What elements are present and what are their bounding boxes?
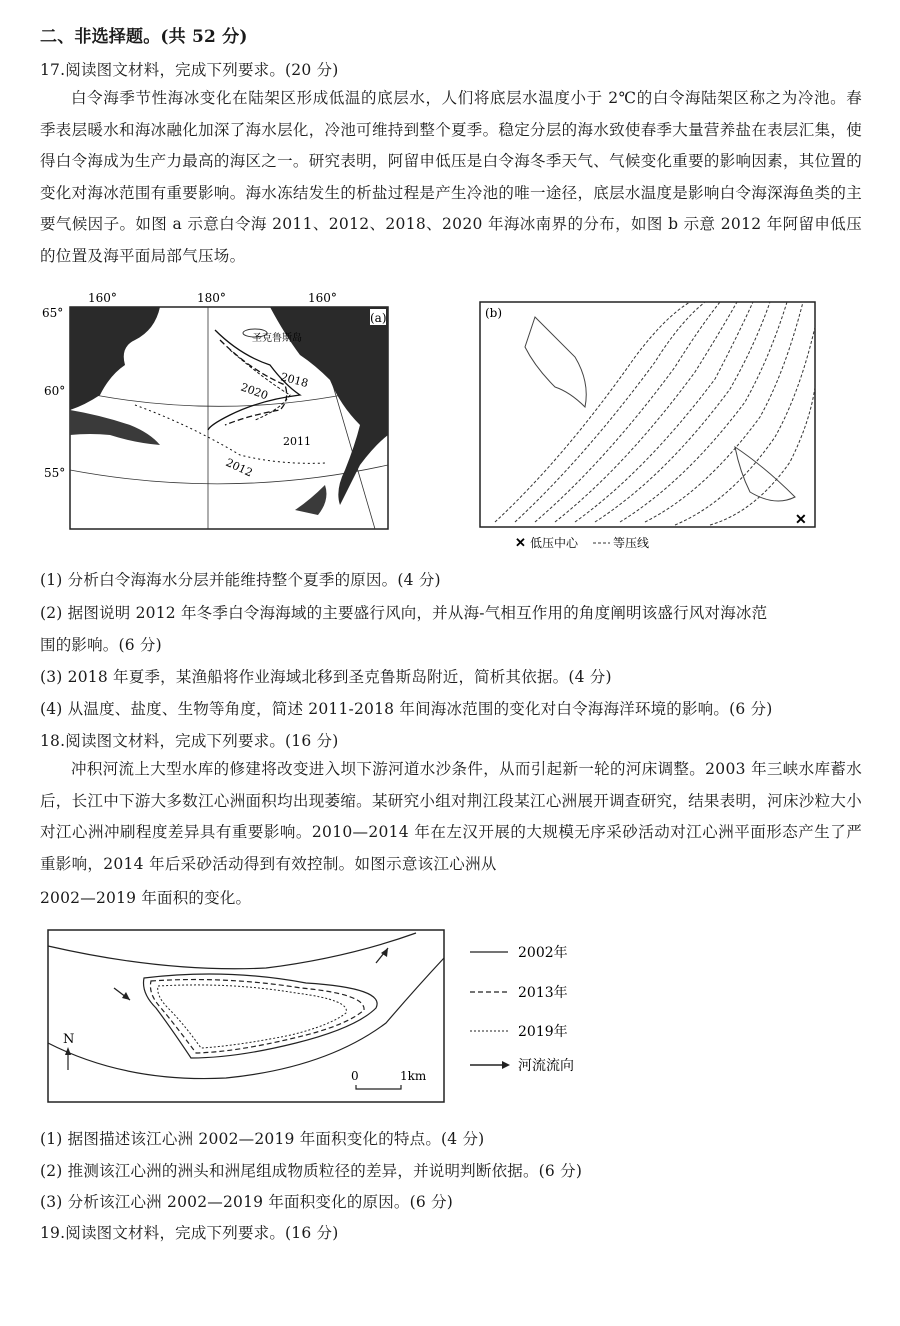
map-b-label: (b) — [485, 306, 503, 320]
map-a-lat-3: 55° — [44, 466, 66, 480]
map-a-year-2011: 2011 — [283, 435, 311, 448]
q18-paragraph: 冲积河流上大型水库的修建将改变进入坝下游河道水沙条件，从而引起新一轮的河床调整。2003 年三峡水库蓄水后，长江中下游大多数江心洲面积均出现萎缩。某研究小组对荆江段某江心洲展开调查研究，结果表明，河床沙粒大小对江心洲冲刷程度差异具有重要影响。2010—2014 年在左汉开展的大规模无序采砂活动对江心洲平面形态产生了严重影响，2014 年后采砂活动得到有效控制。如图示意该江心洲从 — [40, 760, 862, 873]
map-b — [475, 297, 825, 552]
map-a — [40, 285, 400, 535]
q18-sub-1: (1) 据图描述该江心洲 2002—2019 年面积变化的特点。(4 分) — [40, 1130, 485, 1148]
q18-paragraph-end: 2002—2019 年面积的变化。 — [40, 889, 252, 907]
q17-sub-4: (4) 从温度、盐度、生物等角度，简述 2011-2018 年间海冰范围的变化对白令海海洋环境的影响。(6 分) — [40, 700, 773, 718]
q18-sub-2: (2) 推测该江心洲的洲头和洲尾组成物质粒径的差异，并说明判断依据。(6 分) — [40, 1162, 583, 1180]
map-a-island-label: 圣克鲁斯岛 — [252, 333, 302, 344]
q18-sub-3: (3) 分析该江心洲 2002—2019 年面积变化的原因。(6 分) — [40, 1193, 454, 1211]
q17-paragraph: 白令海季节性海冰变化在陆架区形成低温的底层水，人们将底层水温度小于 2℃的白令海陆架区称之为冷池。春季表层暖水和海冰融化加深了海水层化，冷池可维持到整个夏季。稳定分层的海水致使春季大量营养盐在表层汇集，使得白令海成为生产力最高的海区之一。研究表明，阿留申低压是白令海冬季天气、气候变化重要的影响因素，其位置的变化对海冰范围有重要影响。海水冻结发生的析盐过程是产生冷池的唯一途径，底层水温度是影响白令海深海鱼类的主要气候因子。如图 a 示意白令海 2011、2012、2018、2020 年海冰南界的分布，如图 b 示意 2012 年阿留申低压的位置及海平面局部气压场。 — [40, 89, 862, 265]
q18-figure — [46, 928, 446, 1108]
legend-2013: 2013年 — [518, 985, 568, 1001]
q19-heading: 19.阅读图文材料，完成下列要求。(16 分) — [40, 1224, 339, 1242]
q17-heading: 17.阅读图文材料，完成下列要求。(20 分) — [40, 61, 339, 79]
map-a-lat-1: 65° — [42, 306, 64, 320]
q18-legend — [466, 932, 616, 1082]
q17-sub-2a: (2) 据图说明 2012 年冬季白令海海域的主要盛行风向，并从海-气相互作用的角度阐明该盛行风对海冰范 — [40, 604, 768, 622]
legend-2002: 2002年 — [518, 945, 568, 961]
q17-sub-1: (1) 分析白令海海水分层并能维持整个夏季的原因。(4 分) — [40, 571, 441, 589]
map-a-lat-2: 60° — [44, 384, 66, 398]
q18-scale-km: 1km — [400, 1069, 427, 1083]
map-a-year-2018: 2018 — [279, 370, 310, 391]
q18-north-label: N — [63, 1032, 75, 1047]
map-a-lon-3: 160° — [308, 291, 337, 305]
map-a-year-2012: 2012 — [223, 455, 255, 480]
map-b-low-marker: ✕ — [795, 512, 807, 528]
map-a-lon-2: 180° — [197, 291, 226, 305]
section-title: 二、非选择题。(共 52 分) — [40, 27, 248, 47]
legend-2019: 2019年 — [518, 1024, 568, 1040]
q18-heading: 18.阅读图文材料，完成下列要求。(16 分) — [40, 732, 339, 750]
q17-sub-3: (3) 2018 年夏季，某渔船将作业海域北移到圣克鲁斯岛附近，简析其依据。(4 分) — [40, 668, 612, 686]
map-b-legend-isobar: 等压线 — [613, 536, 650, 550]
map-a-lon-1: 160° — [88, 291, 117, 305]
svg-text:✕: ✕ — [515, 536, 526, 551]
map-a-year-2020: 2020 — [238, 380, 270, 403]
map-a-label: (a) — [370, 311, 387, 325]
q18-scale-zero: 0 — [351, 1069, 359, 1083]
q17-sub-2b: 围的影响。(6 分) — [40, 636, 162, 654]
legend-flow: 河流流向 — [518, 1058, 574, 1074]
map-b-legend-low: 低压中心 — [530, 536, 579, 550]
